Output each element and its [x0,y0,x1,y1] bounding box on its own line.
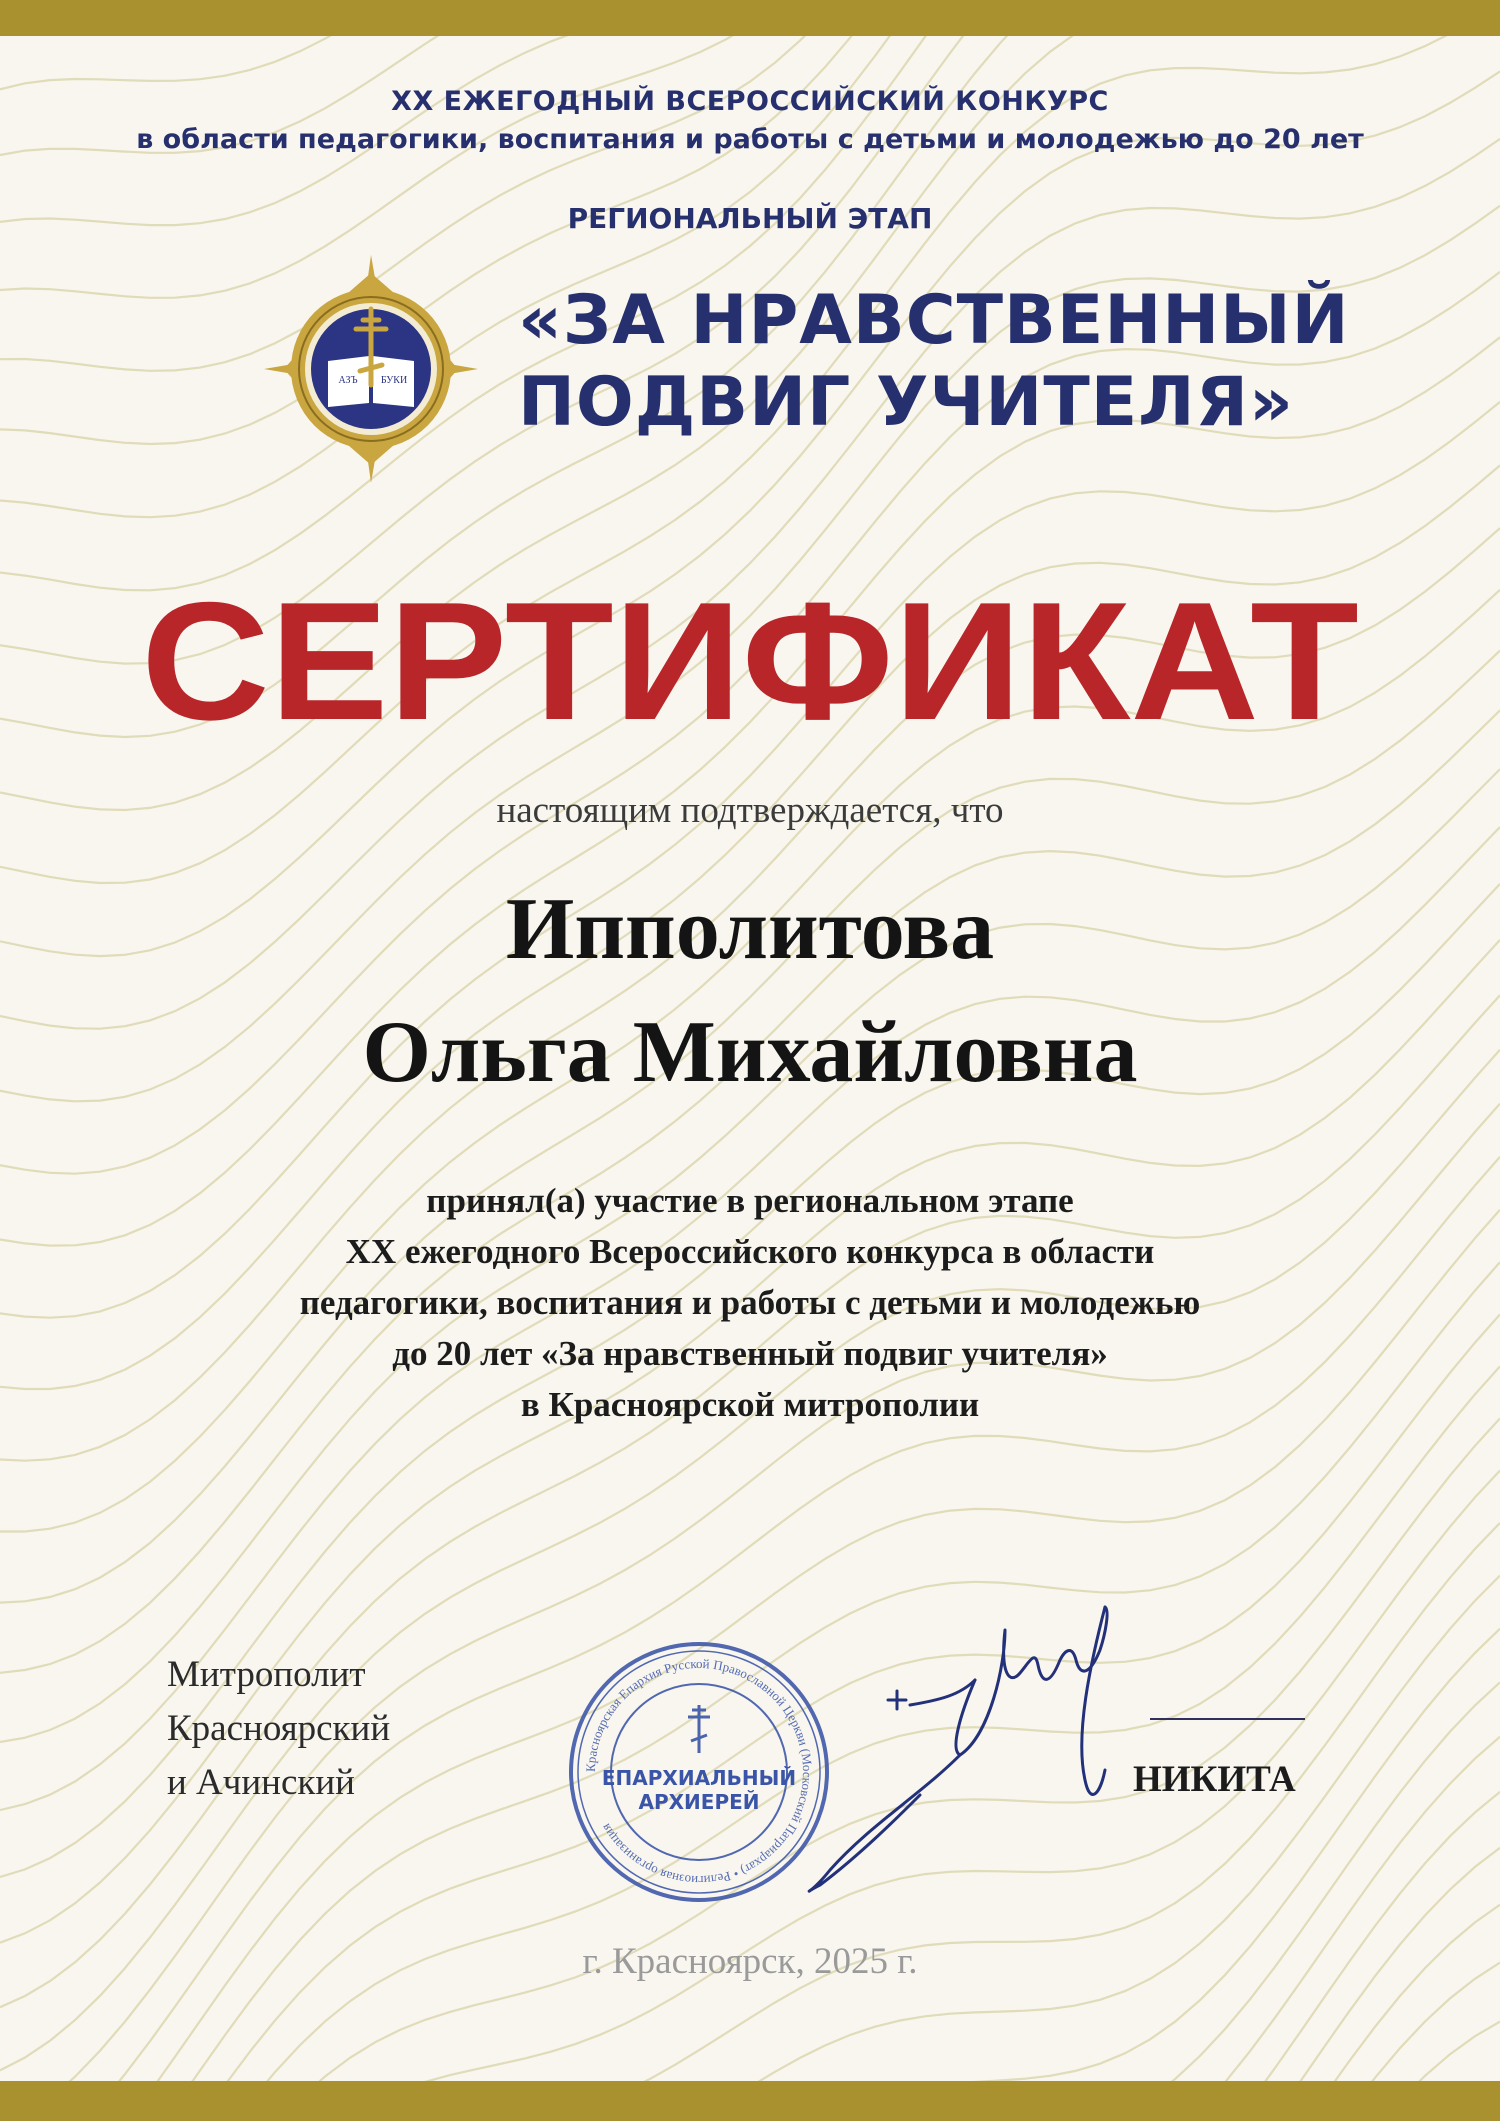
certificate-body [150,1175,1350,1430]
body-line-5: в Красноярской митрополии [520,1385,980,1424]
signatory-name: НИКИТА [1133,1759,1296,1800]
handwritten-signature [760,1605,1180,1905]
signatory-title [167,1648,390,1810]
contest-name [518,280,1350,444]
signatory-title-line-1: Митрополит [167,1654,366,1695]
signature-line [1150,1718,1305,1720]
orthodox-cross-book-emblem-icon [262,253,480,485]
recipient-surname: Ипполитова [505,881,995,978]
background-wave-line [0,1905,1500,2081]
seal-ring-text: Красноярская Епархия Русской Православной Церкви (Московский Патриархат) • Религиозная организация [582,1655,816,1889]
contest-name-line-1: «ЗА НРАВСТВЕННЫЙ [518,281,1350,360]
place-and-date: г. Красноярск, 2025 г. [582,1941,918,1982]
signatory-title-line-2: Красноярский [167,1708,391,1749]
recipient-given-names: Ольга Михайловна [362,1004,1138,1101]
body-line-3: педагогики, воспитания и работы с детьми и молодежью [299,1283,1201,1322]
stage-heading: РЕГИОНАЛЬНЫЙ ЭТАП [567,202,933,235]
contest-name-line-2: ПОДВИГ УЧИТЕЛЯ» [518,363,1294,442]
certificate-intro: настоящим подтверждается, что [496,790,1004,831]
svg-text:БУКИ: БУКИ [380,375,408,386]
certificate-title: СЕРТИФИКАТ [141,567,1359,755]
seal-center-line-2: АРХИЕРЕЙ [638,1790,760,1814]
body-line-2: XX ежегодного Всероссийского конкурса в области [345,1232,1155,1271]
contest-series-heading: XX ЕЖЕГОДНЫЙ ВСЕРОССИЙСКИЙ КОНКУРС [391,86,1109,117]
svg-text:АЗЪ: АЗЪ [338,375,358,386]
body-line-4: до 20 лет «За нравственный подвиг учителя» [392,1334,1108,1373]
top-gold-band [0,0,1500,36]
seal-center-line-1: ЕПАРХИАЛЬНЫЙ [601,1766,797,1790]
bottom-gold-band [0,2081,1500,2121]
background-wave-line [0,2022,1500,2081]
body-line-1: принял(а) участие в региональном этапе [426,1181,1074,1220]
signatory-title-line-3: и Ачинский [167,1762,355,1803]
contest-field-subheading: в области педагогики, воспитания и работы с детьми и молодежью до 20 лет [136,124,1364,155]
